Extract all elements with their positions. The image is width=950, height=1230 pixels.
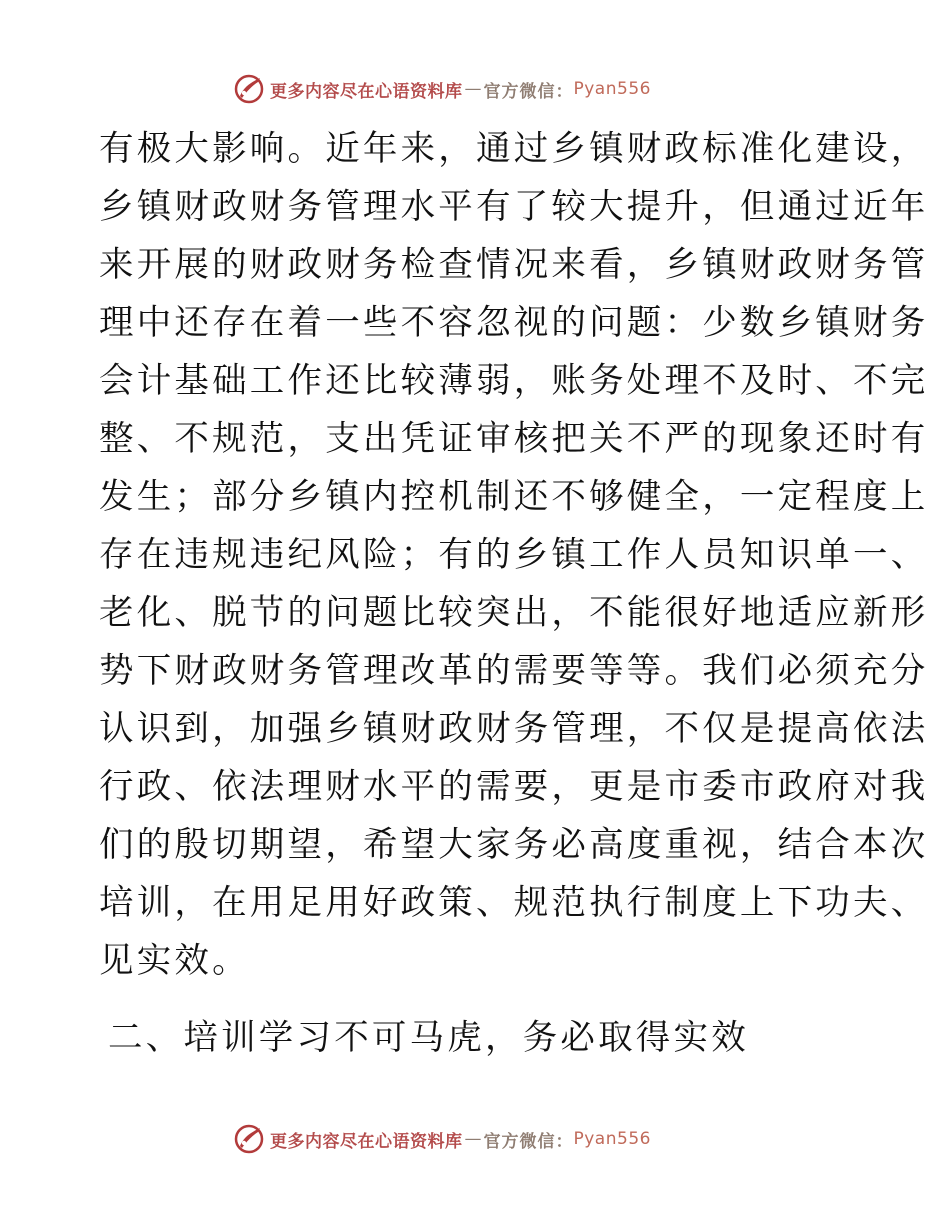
paragraph-line: 势下财政财务管理改革的需要等等。我们必须充分 (99, 651, 929, 691)
paragraph-line: 会计基础工作还比较薄弱，账务处理不及时、不完 (99, 361, 929, 401)
paragraph-line: 整、不规范，支出凭证审核把关不严的现象还时有 (99, 419, 929, 459)
paragraph-line: 存在违规违纪风险；有的乡镇工作人员知识单一、 (99, 535, 929, 575)
watermark-official-label: 官方微信： (483, 81, 574, 102)
body-paragraph (99, 120, 929, 990)
paragraph-line: 乡镇财政财务管理水平有了较大提升，但通过近年 (99, 187, 929, 227)
paragraph-line: 们的殷切期望，希望大家务必高度重视，结合本次 (99, 825, 929, 865)
watermark-wechat-id: Pyan556 (573, 1129, 651, 1149)
watermark-main-text: 更多内容尽在心语资料库 (270, 81, 463, 102)
watermark-dash: — (464, 1129, 482, 1149)
pen-logo-icon (232, 1122, 266, 1156)
paragraph-line: 理中还存在着一些不容忽视的问题：少数乡镇财务 (99, 303, 929, 343)
paragraph-line: 发生；部分乡镇内控机制还不够健全，一定程度上 (99, 477, 929, 517)
paragraph-line: 来开展的财政财务检查情况来看，乡镇财政财务管 (99, 245, 929, 285)
watermark-main-text: 更多内容尽在心语资料库 (270, 1131, 463, 1152)
paragraph-line: 行政、依法理财水平的需要，更是市委市政府对我 (99, 767, 929, 807)
watermark-official-label: 官方微信： (483, 1131, 574, 1152)
watermark-wechat-id: Pyan556 (573, 79, 651, 99)
header-watermark (232, 71, 651, 107)
section-heading: 二、培训学习不可马虎，务必取得实效 (108, 1018, 749, 1058)
watermark-dash: — (464, 79, 482, 99)
paragraph-line: 有极大影响。近年来，通过乡镇财政标准化建设， (99, 129, 929, 169)
paragraph-line: 老化、脱节的问题比较突出，不能很好地适应新形 (99, 593, 929, 633)
pen-logo-icon (232, 72, 266, 106)
paragraph-line: 见实效。 (99, 941, 250, 981)
paragraph-line: 培训，在用足用好政策、规范执行制度上下功夫、 (99, 883, 929, 923)
footer-watermark (232, 1121, 651, 1157)
paragraph-line: 认识到，加强乡镇财政财务管理，不仅是提高依法 (99, 709, 929, 749)
